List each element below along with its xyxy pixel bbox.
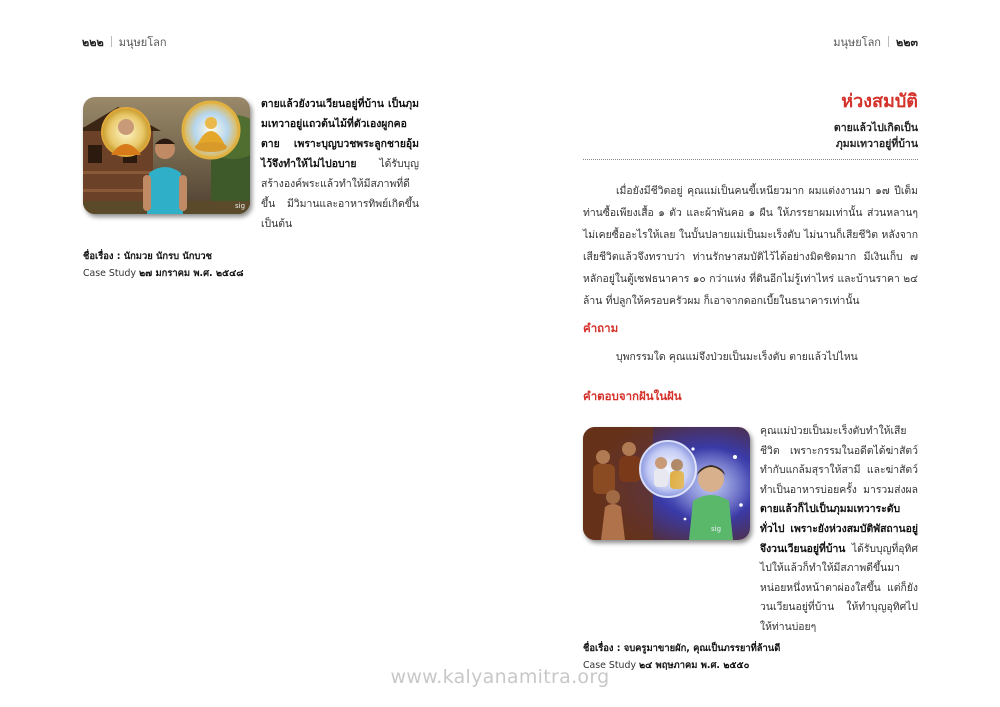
answer-text (760, 422, 918, 638)
right-page-number: ๒๒๓ (895, 36, 918, 49)
dotted-divider (583, 159, 918, 160)
right-case-label: Case Study (583, 660, 636, 671)
left-story-text (261, 94, 419, 234)
svg-text:sig: sig (711, 525, 722, 533)
watermark-url: www.kalyanamitra.org (390, 666, 610, 688)
right-running-title: มนุษยโลก (833, 36, 881, 49)
header-divider (888, 36, 889, 47)
story-title: ห่วงสมบัติ (841, 91, 918, 112)
left-case-study (83, 265, 243, 282)
header-divider (111, 36, 112, 47)
left-running-title: มนุษยโลก (118, 36, 167, 49)
left-story-normal: ได้รับบุญสร้างองค์พระแล้วทำให้มีสภาพที่ดีขึ้น มีวิมานและอาหารทิพย์เกิดขึ้น เป็นต้น (261, 158, 419, 230)
left-page-header (82, 33, 167, 51)
answer-bold: ตายแล้วก็ไปเป็นภุมมเทวาระดับทั่วไป เพราะยังห่วงสมบัติพัสถานอยู่ จึงวนเวียนอยู่ที่บ้าน (760, 503, 918, 555)
svg-text:sig: sig (235, 202, 246, 210)
left-story-title: ชื่อเรื่อง : นักมวย นักรบ นักบวช (83, 251, 213, 262)
left-page-number: ๒๒๒ (82, 36, 104, 49)
right-page-header (833, 33, 918, 51)
story-subtitle-line-1: ตายแล้วไปเกิดเป็น (833, 122, 918, 134)
story-subtitle-line-2: ภุมมเทวาอยู่ที่บ้าน (835, 138, 918, 150)
answer-part-2: ได้รับบุญที่อุทิศไปให้แล้วก็ทำให้มีสภาพดีขึ้นมาหน่อยหนึ่งหน้าตาผ่องใสขึ้น แต่ก็ยังวนเวียนอยู่ที่บ้าน ให้ทำบุญอุทิศไปให้ท่านบ่อยๆ (760, 542, 918, 633)
answer-heading: คำตอบจากฝันในฝัน (583, 389, 682, 403)
left-story-bold: ตายแล้วยังวนเวียนอยู่ที่บ้าน เป็นภุมมเทวาอยู่แถวต้นไม้ที่ตัวเองผูกคอตาย เพราะบุญบวชพระลูกชายอุ้มไว้จึงทำให้ไม่ไปอบาย (261, 98, 419, 170)
question-text: บุพกรรมใด คุณแม่จึงป่วยเป็นมะเร็งตับ ตายแล้วไปไหน (616, 351, 858, 363)
question-heading: คำถาม (583, 321, 619, 335)
illustration-mother-ghost (583, 427, 750, 540)
answer-part-1: คุณแม่ป่วยเป็นมะเร็งตับทำให้เสียชีวิต เพราะกรรมในอดีตได้ฆ่าสัตว์ทำกับแกล้มสุราให้สามี และฆ่าสัตว์ทำเป็นอาหารบ่อยครั้ง มารวมส่งผล (760, 425, 918, 496)
left-case-label: Case Study (83, 268, 136, 279)
right-case-date: ๒๔ พฤษภาคม พ.ศ. ๒๕๕๐ (638, 660, 750, 671)
illustration-ghost-at-home (83, 97, 250, 214)
story-subtitle (698, 120, 918, 152)
left-story-source (83, 248, 243, 282)
left-case-date: ๒๗ มกราคม พ.ศ. ๒๕๔๘ (138, 268, 244, 279)
story-body: เมื่อยังมีชีวิตอยู่ คุณแม่เป็นคนขี้เหนียวมาก ผมแต่งงานมา ๑๗ ปีเต็ม ท่านซื้อเพียงเสื้อ ๑ ตัว และผ้าพันคอ ๑ ผืน ให้ภรรยาผมเท่านั้น ส่วนหลานๆ ไม่เคยซื้ออะไรให้เลย ในบั้นปลายแม่เป็นมะเร็งตับ ไม่นานก็เสียชีวิต หลังจากเสียชีวิตแล้วจึงทราบว่า ท่านรักษาสมบัติไว้ได้อย่างมิดชิดมาก มีเงินเก็บ ๗ หลักอยู่ในตู้เซฟธนาคาร ๑๐ กว่าแห่ง ที่ดินอีกไม่รู้เท่าไหร่ และบ้านราคา ๒๔ ล้าน ที่ปลูกให้ครอบครัวผม ก็เอาจากดอกเบี้ยในธนาคารเท่านั้น (583, 185, 918, 307)
right-story-title: ชื่อเรื่อง : จบครูมาขายผัก, คุณเป็นภรรยาที่ล้านดี (583, 643, 781, 654)
